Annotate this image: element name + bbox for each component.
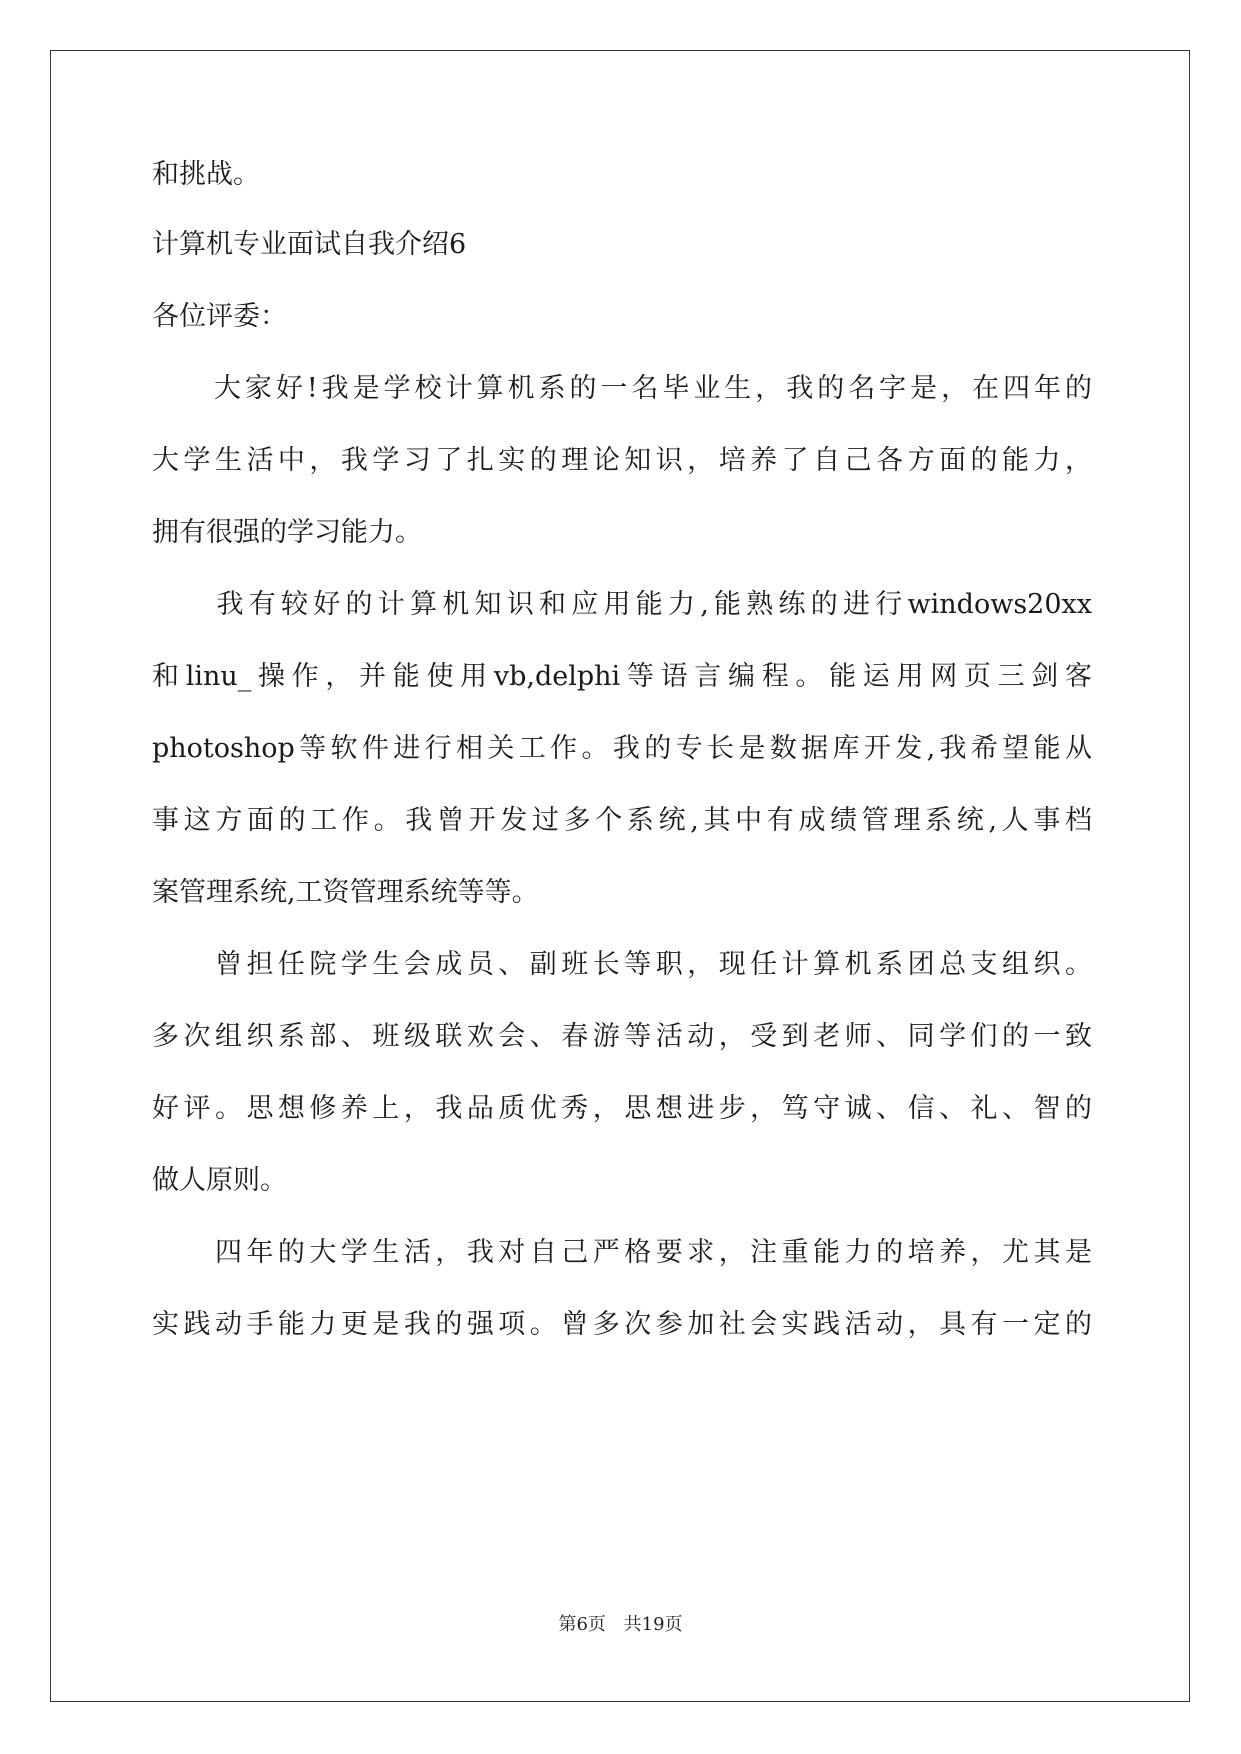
text-line: 多次组织系部、班级联欢会、春游等活动，受到老师、同学们的一致 [152,1021,1092,1052]
text-line: 大家好!我是学校计算机系的一名毕业生，我的名字是，在四年的 [152,373,1092,404]
page-number: 第6页 [558,1614,606,1635]
text-line: 和挑战。 [152,159,260,190]
text-line: 实践动手能力更是我的强项。曾多次参加社会实践活动，具有一定的 [152,1309,1092,1340]
text-line: 做人原则。 [152,1165,287,1196]
text-line: 四年的大学生活，我对自己严格要求，注重能力的培养，尤其是 [152,1237,1092,1268]
text-line: 和linu_操作，并能使用vb,delphi等语言编程。能运用网页三剑客 [152,661,1092,692]
text-line: 曾担任院学生会成员、副班长等职，现任计算机系团总支组织。 [152,949,1092,980]
page-total: 共19页 [623,1614,683,1635]
text-line: photoshop等软件进行相关工作。我的专长是数据库开发,我希望能从 [152,733,1092,764]
text-line: 拥有很强的学习能力。 [152,517,422,548]
text-line: 案管理系统,工资管理系统等等。 [152,877,539,908]
page-footer [0,1613,1241,1637]
section-heading: 计算机专业面试自我介绍6 [152,229,467,260]
salutation: 各位评委： [152,301,287,332]
text-line: 我有较好的计算机知识和应用能力,能熟练的进行windows20xx [152,589,1092,620]
text-line: 大学生活中，我学习了扎实的理论知识，培养了自己各方面的能力， [152,445,1092,476]
text-line: 好评。思想修养上，我品质优秀，思想进步，笃守诚、信、礼、智的 [152,1093,1092,1124]
text-line: 事这方面的工作。我曾开发过多个系统,其中有成绩管理系统,人事档 [152,805,1092,836]
